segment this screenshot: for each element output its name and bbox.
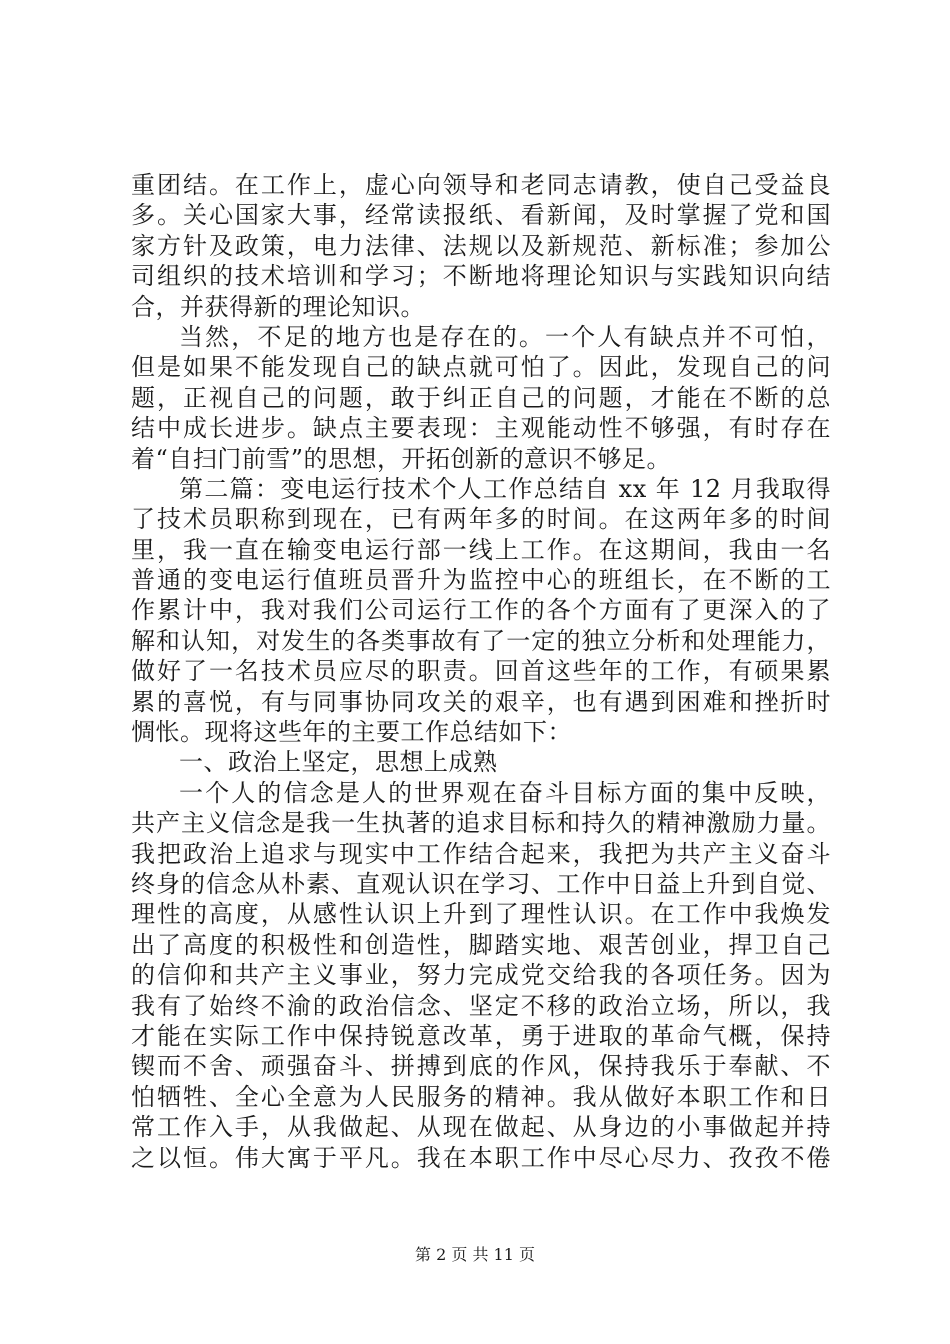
text-line: 的信仰和共产主义事业，努力完成党交给我的各项任务。因为 xyxy=(131,961,831,990)
text-line: 第二篇：变电运行技术个人工作总结自 xx 年 12 月我取得 xyxy=(179,474,831,503)
text-line: 多。关心国家大事，经常读报纸、看新闻，及时掌握了党和国 xyxy=(131,201,831,230)
text-line: 惆怅。现将这些年的主要工作总结如下： xyxy=(131,718,572,747)
text-line: 了技术员职称到现在，已有两年多的时间。在这两年多的时间 xyxy=(131,505,831,534)
text-line: 锲而不舍、顽强奋斗、拼搏到底的作风，保持我乐于奉献、不 xyxy=(131,1052,831,1081)
text-line: 作累计中，我对我们公司运行工作的各个方面有了更深入的了 xyxy=(131,596,831,625)
text-line: 常工作入手，从我做起、从现在做起、从身边的小事做起并持 xyxy=(131,1113,831,1142)
text-line: 一、政治上坚定，思想上成熟 xyxy=(179,748,498,777)
text-line: 当然，不足的地方也是存在的。一个人有缺点并不可怕， xyxy=(179,322,831,351)
page-footer: 第 2 页 共 11 页 xyxy=(415,1245,535,1264)
text-line: 解和认知，对发生的各类事故有了一定的独立分析和处理能力， xyxy=(131,626,831,655)
text-line: 司组织的技术培训和学习；不断地将理论知识与实践知识向结 xyxy=(131,262,831,291)
text-line: 之以恒。伟大寓于平凡。我在本职工作中尽心尽力、孜孜不倦 xyxy=(131,1143,831,1172)
text-line: 家方针及政策，电力法律、法规以及新规范、新标准；参加公 xyxy=(131,231,831,260)
text-line: 才能在实际工作中保持锐意改革，勇于进取的革命气概，保持 xyxy=(131,1021,831,1050)
text-line: 普通的变电运行值班员晋升为监控中心的班组长，在不断的工 xyxy=(131,566,831,595)
text-line: 着“自扫门前雪”的思想，开拓创新的意识不够足。 xyxy=(131,444,672,473)
text-line: 共产主义信念是我一生执著的追求目标和持久的精神激励力量。 xyxy=(131,809,831,838)
text-line: 一个人的信念是人的世界观在奋斗目标方面的集中反映， xyxy=(179,778,831,807)
text-line: 我有了始终不渝的政治信念、坚定不移的政治立场，所以，我 xyxy=(131,991,831,1020)
text-line: 重团结。在工作上，虚心向领导和老同志请教，使自己受益良 xyxy=(131,171,831,199)
text-line: 但是如果不能发现自己的缺点就可怕了。因此，发现自己的问 xyxy=(131,353,831,382)
text-line: 累的喜悦，有与同事协同攻关的艰辛，也有遇到困难和挫折时 xyxy=(131,687,831,716)
text-line: 题，正视自己的问题，敢于纠正自己的问题，才能在不断的总 xyxy=(131,383,831,412)
body-text xyxy=(131,170,831,1173)
text-line: 怕牺牲、全心全意为人民服务的精神。我从做好本职工作和日 xyxy=(131,1082,831,1111)
text-line: 我把政治上追求与现实中工作结合起来，我把为共产主义奋斗 xyxy=(131,839,831,868)
text-line: 结中成长进步。缺点主要表现：主观能动性不够强，有时存在 xyxy=(131,414,831,443)
text-line: 出了高度的积极性和创造性，脚踏实地、艰苦创业，捍卫自己 xyxy=(131,930,831,959)
text-line: 理性的高度，从感性认识上升到了理性认识。在工作中我焕发 xyxy=(131,900,831,929)
text-line: 里，我一直在输变电运行部一线上工作。在这期间，我由一名 xyxy=(131,535,831,564)
text-line: 做好了一名技术员应尽的职责。回首这些年的工作，有硕果累 xyxy=(131,657,831,686)
text-line: 合，并获得新的理论知识。 xyxy=(131,292,425,321)
text-line: 终身的信念从朴素、直观认识在学习、工作中日益上升到自觉、 xyxy=(131,869,831,898)
